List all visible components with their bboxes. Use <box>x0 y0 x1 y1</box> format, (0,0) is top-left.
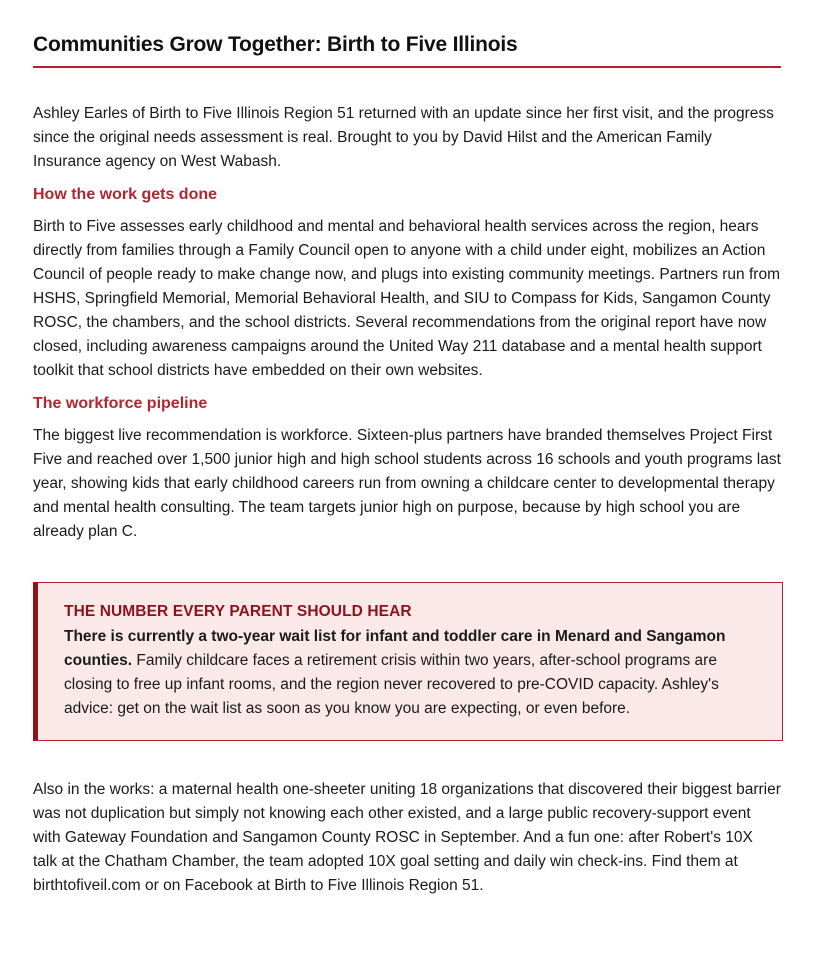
callout-heading: THE NUMBER EVERY PARENT SHOULD HEAR <box>64 603 412 620</box>
section-heading-how-work-gets-done: How the work gets done <box>33 186 218 203</box>
section-heading-workforce-pipeline: The workforce pipeline <box>33 395 208 412</box>
callout-lead: There is currently a two-year wait list for infant and toddler care in Menard and Sangamon counties. <box>64 628 726 669</box>
section-body-workforce-pipeline: The biggest live recommendation is workforce. Sixteen-plus partners have branded themselves Project First Five and reached over 1,500 junior high and high school students across 16 schools and youth programs last year, showing kids that early childhood careers run from owning a childcare center to developmental therapy and mental health consulting. The team targets junior high on purpose, because by high school you are already plan C. <box>33 427 781 540</box>
section-body-how-work-gets-done: Birth to Five assesses early childhood and mental and behavioral health services across the region, hears directly from families through a Family Council open to anyone with a child under eight, mobilizes an Action Council of people ready to make change now, and plugs into existing community meetings. Partners run from HSHS, Springfield Memorial, Memorial Behavioral Health, and SIU to Compass for Kids, Sangamon County ROSC, the chambers, and the school districts. Several recommendations from the original report have now closed, including awareness campaigns around the United Way 211 database and a mental health support toolkit that school districts have embedded on their own websites. <box>33 218 780 379</box>
article-title: Communities Grow Together: Birth to Five Illinois <box>33 33 518 56</box>
title-divider <box>33 66 781 68</box>
callout-box <box>33 582 783 741</box>
callout-text <box>64 625 760 721</box>
callout-body: Family childcare faces a retirement crisis within two years, after-school programs are closing to free up infant rooms, and the region never recovered to pre-COVID capacity. Ashley's advice: get on the wait list as soon as you know you are expecting, or even before. <box>64 652 719 717</box>
intro-paragraph: Ashley Earles of Birth to Five Illinois Region 51 returned with an update since her first visit, and the progress since the original needs assessment is real. Brought to you by David Hilst and the American Family Insurance agency on West Wabash. <box>33 105 774 170</box>
closing-paragraph: Also in the works: a maternal health one-sheeter uniting 18 organizations that discovered their biggest barrier was not duplication but simply not knowing each other existed, and a large public recovery-support event with Gateway Foundation and Sangamon County ROSC in September. And a fun one: after Robert's 10X talk at the Chatham Chamber, the team adopted 10X goal setting and daily win check-ins. Find them at birthtofiveil.com or on Facebook at Birth to Five Illinois Region 51. <box>33 781 781 894</box>
